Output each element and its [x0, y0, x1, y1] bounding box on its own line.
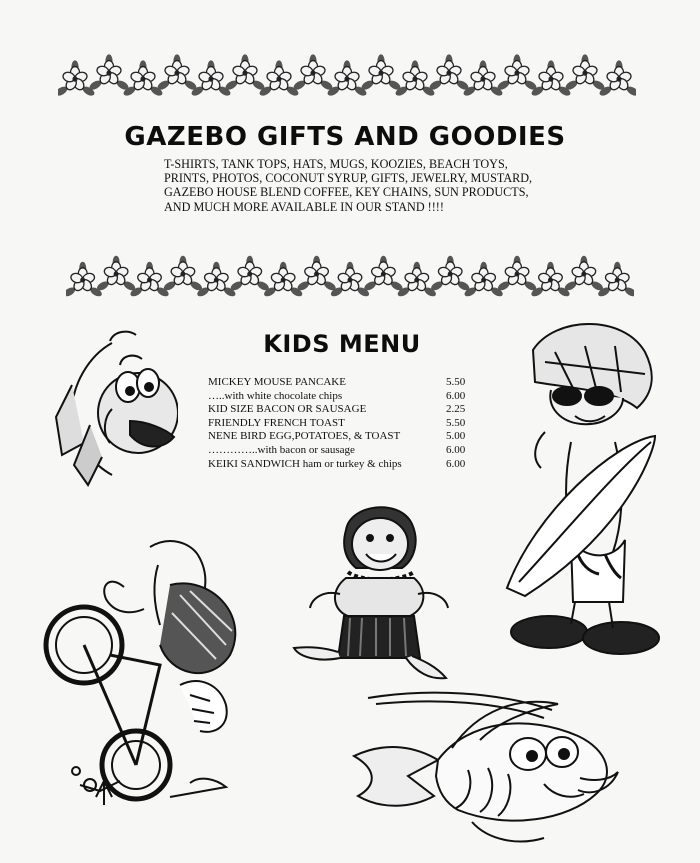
menu-item: [208, 376, 474, 390]
hibiscus-flower-icon: [66, 262, 103, 298]
kids-menu-title: KIDS MENU: [263, 330, 421, 358]
hibiscus-flower-icon: [463, 262, 504, 298]
hibiscus-flower-icon: [129, 262, 170, 298]
gifts-line: AND MUCH MORE AVAILABLE IN OUR STAND !!!!: [164, 199, 444, 214]
menu-item: [208, 390, 474, 404]
menu-item-name: …………..with bacon or sausage: [208, 443, 355, 456]
hibiscus-flower-icon: [224, 54, 266, 91]
hibiscus-flower-icon: [564, 54, 606, 91]
menu-item-name: NENE BIRD EGG,POTATOES, & TOAST: [208, 430, 401, 443]
hibiscus-flower-icon: [598, 60, 636, 97]
hibiscus-flower-icon: [190, 60, 232, 97]
menu-item-price: 6.00: [446, 389, 466, 402]
kids-menu-list: [208, 376, 474, 471]
hibiscus-flower-icon: [263, 262, 304, 298]
menu-item-name: KID SIZE BACON OR SAUSAGE: [208, 403, 367, 416]
flower-border-top-icon: [58, 45, 636, 107]
hibiscus-flower-icon: [530, 60, 572, 97]
menu-item: [208, 403, 474, 417]
gifts-line: PRINTS, PHOTOS, COCONUT SYRUP, GIFTS, JEWELRY, MUSTARD,: [164, 171, 533, 186]
hibiscus-flower-icon: [258, 60, 300, 97]
hibiscus-flower-icon: [597, 262, 634, 298]
menu-item: [208, 444, 474, 458]
gifts-description: [164, 157, 564, 214]
menu-item: [208, 417, 474, 431]
hibiscus-flower-icon: [396, 262, 437, 298]
menu-item-name: FRIENDLY FRENCH TOAST: [208, 416, 345, 429]
menu-item: [208, 458, 474, 472]
hibiscus-flower-icon: [96, 256, 137, 292]
menu-item-price: 2.25: [446, 403, 466, 416]
surfer-gecko-icon: [505, 312, 663, 672]
smiling-fish-icon: [348, 690, 620, 852]
gifts-title: GAZEBO GIFTS AND GOODIES: [124, 122, 566, 152]
menu-item-name: …..with white chocolate chips: [208, 389, 343, 402]
hibiscus-flower-icon: [296, 256, 337, 292]
hibiscus-flower-icon: [156, 54, 198, 91]
hibiscus-flower-icon: [462, 60, 504, 97]
cartoon-fish-icon: [50, 325, 178, 490]
hibiscus-flower-icon: [88, 54, 130, 91]
flower-border-middle-icon: [66, 246, 634, 308]
hibiscus-flower-icon: [329, 262, 370, 298]
hibiscus-flower-icon: [162, 256, 203, 292]
hibiscus-flower-icon: [363, 256, 404, 292]
hula-dancer-icon: [290, 498, 470, 684]
menu-item-price: 5.50: [446, 376, 466, 388]
menu-item-price: 6.00: [446, 443, 466, 456]
hibiscus-flower-icon: [530, 262, 571, 298]
hibiscus-flower-icon: [430, 256, 471, 292]
menu-item-price: 5.50: [446, 416, 466, 429]
hibiscus-flower-icon: [229, 256, 270, 292]
hibiscus-flower-icon: [58, 60, 96, 97]
hibiscus-flower-icon: [360, 54, 402, 91]
hibiscus-flower-icon: [497, 256, 538, 292]
hibiscus-flower-icon: [496, 54, 538, 91]
menu-item-price: 6.00: [446, 457, 466, 470]
menu-item: [208, 430, 474, 444]
hibiscus-flower-icon: [394, 60, 436, 97]
hibiscus-flower-icon: [292, 54, 334, 91]
hibiscus-flower-icon: [428, 54, 470, 91]
gifts-line: GAZEBO HOUSE BLEND COFFEE, KEY CHAINS, SUN PRODUCTS,: [164, 185, 529, 200]
biking-bird-icon: [40, 535, 290, 815]
gifts-line: T-SHIRTS, TANK TOPS, HATS, MUGS, KOOZIES, BEACH TOYS,: [164, 157, 508, 171]
menu-item-name: MICKEY MOUSE PANCAKE: [208, 376, 346, 388]
menu-item-name: KEIKI SANDWICH ham or turkey & chips: [208, 457, 402, 470]
hibiscus-flower-icon: [196, 262, 237, 298]
hibiscus-flower-icon: [326, 60, 368, 97]
menu-item-price: 5.00: [446, 430, 466, 443]
hibiscus-flower-icon: [122, 60, 164, 97]
hibiscus-flower-icon: [563, 256, 604, 292]
